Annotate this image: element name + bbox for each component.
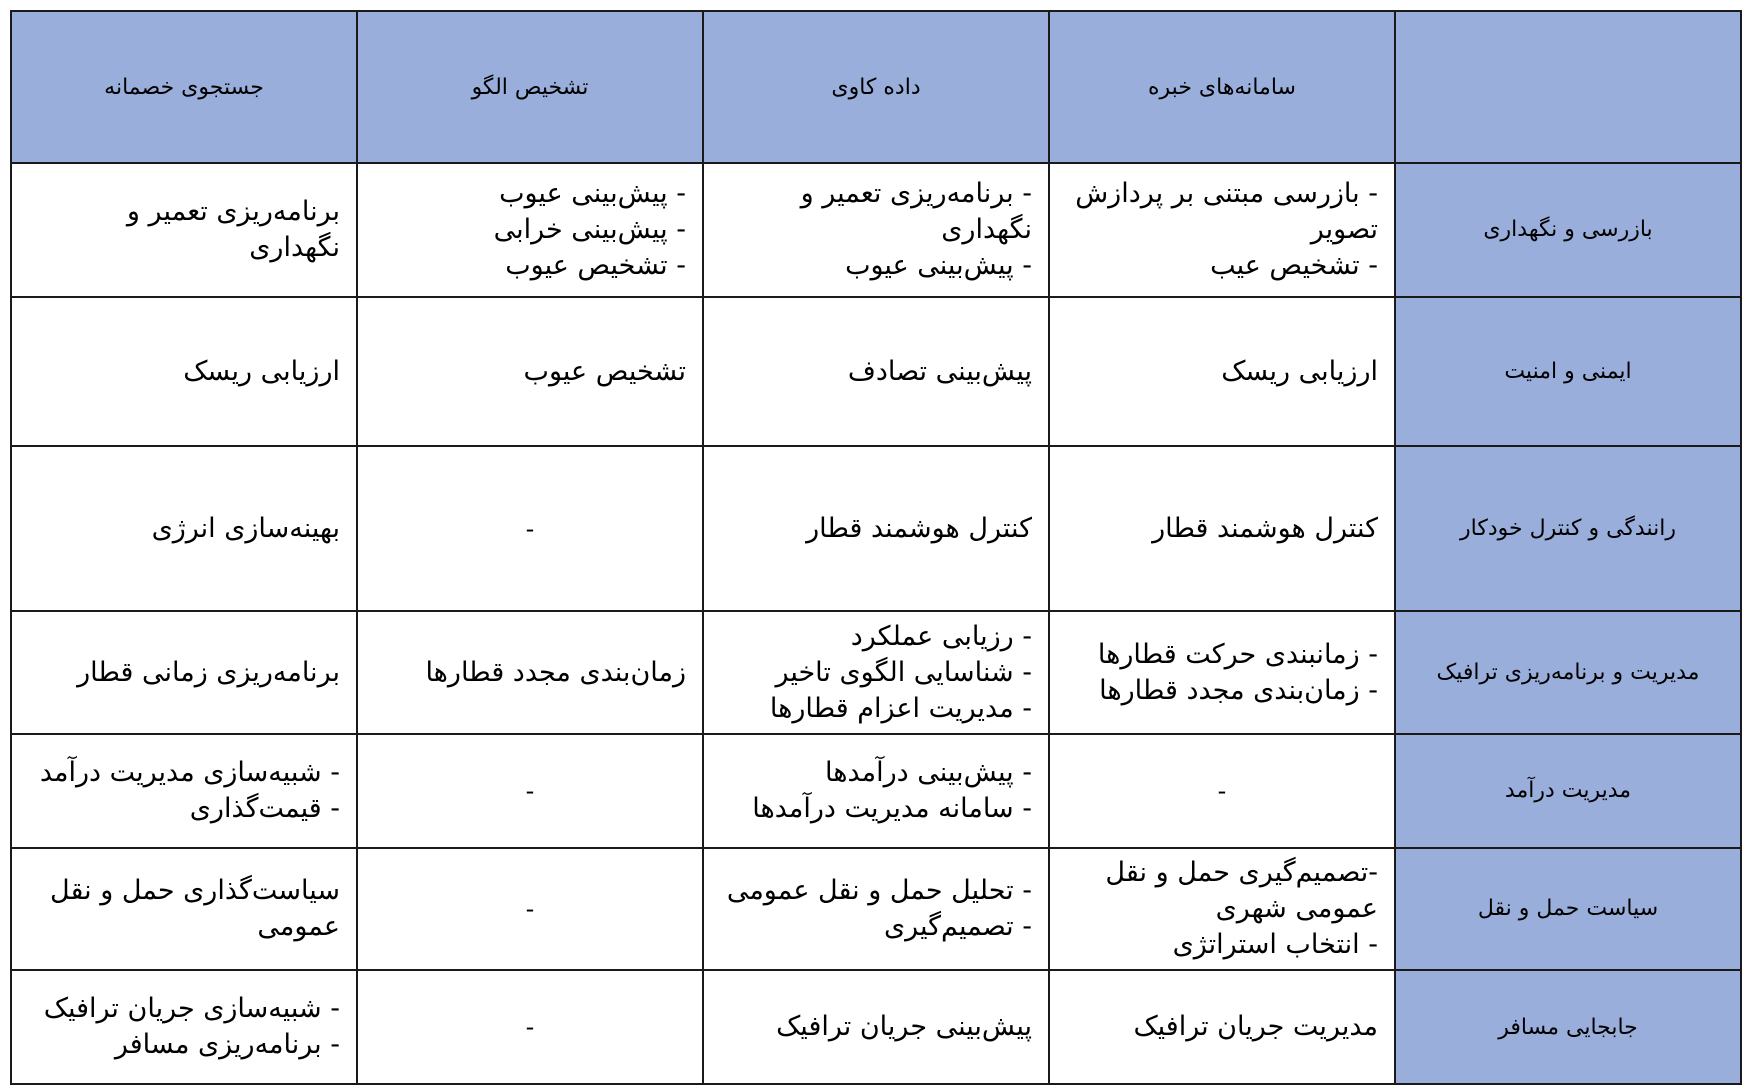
cell-adversarial-search [11,446,357,611]
cell-line: مدیریت جریان ترافیک [1133,1011,1378,1043]
table-row [11,163,1741,297]
row-header: ایمنی و امنیت [1395,297,1741,446]
cell-line: - پیش‌بینی درآمدها [825,756,1032,788]
cell-line: برنامه‌ریزی تعمیر و نگهداری [126,195,340,263]
cell-expert-systems [1049,611,1395,734]
cell-adversarial-search [11,848,357,971]
cell-line: - تصمیم‌گیری [883,910,1032,942]
row-header: مدیریت درآمد [1395,734,1741,848]
cell-adversarial-search [11,734,357,848]
cell-line: - پیش‌بینی خرابی [493,213,686,245]
cell-expert-systems [1049,297,1395,446]
header-adversarial-search: جستجوی خصمانه [11,11,357,163]
cell-line: - پیش‌بینی عیوب [499,177,686,209]
cell-line: سیاست‌گذاری حمل و نقل عمومی [50,874,340,942]
cell-line: تشخیص عیوب [523,355,686,387]
cell-line: - شناسایی الگوی تاخیر [775,656,1032,688]
cell-line: - برنامه‌ریزی تعمیر و نگهداری [800,177,1032,245]
header-data-mining: داده کاوی [703,11,1049,163]
cell-line: - رزیابی عملکرد [850,620,1032,652]
cell-line: - تحلیل حمل و نقل عمومی [726,874,1032,906]
cell-line: ارزیابی ریسک [183,355,340,387]
cell-line: - شبیه‌سازی جریان ترافیک [43,993,340,1025]
cell-line: - سامانه مدیریت درآمدها [752,792,1032,824]
empty-dash: - [1217,776,1227,805]
cell-expert-systems [1049,163,1395,297]
cell-line: پیش‌بینی جریان ترافیک [776,1011,1032,1043]
cell-data-mining [703,446,1049,611]
row-header: بازرسی و نگهداری [1395,163,1741,297]
cell-line: - شبیه‌سازی مدیریت درآمد [39,756,340,788]
cell-adversarial-search [11,297,357,446]
header-expert-systems: سامانه‌های خبره [1049,11,1395,163]
cell-data-mining [703,163,1049,297]
cell-line: برنامه‌ریزی زمانی قطار [77,656,340,688]
row-header: رانندگی و کنترل خودکار [1395,446,1741,611]
cell-line: کنترل هوشمند قطار [806,512,1032,544]
header-corner-cell [1395,11,1741,163]
cell-line: - تشخیص عیوب [505,249,686,281]
cell-expert-systems [1049,446,1395,611]
cell-expert-systems [1049,848,1395,971]
cell-line: پیش‌بینی تصادف [847,355,1032,387]
empty-dash: - [525,514,535,543]
table-row [11,734,1741,848]
header-row [11,11,1741,163]
cell-pattern-recognition [357,163,703,297]
cell-line: - زمان‌بندی مجدد قطارها [1099,674,1378,706]
cell-expert-systems [1049,734,1395,848]
cell-line: - قیمت‌گذاری [189,792,340,824]
table-row [11,611,1741,734]
cell-adversarial-search [11,163,357,297]
row-header: سیاست حمل و نقل [1395,848,1741,971]
cell-line: - انتخاب استراتژی [1172,928,1378,960]
cell-line: -تصمیم‌گیری حمل و نقل عمومی شهری [1105,856,1378,924]
table-row [11,297,1741,446]
cell-data-mining [703,970,1049,1084]
cell-line: کنترل هوشمند قطار [1152,512,1378,544]
cell-pattern-recognition [357,297,703,446]
cell-line: - برنامه‌ریزی مسافر [114,1029,340,1061]
row-header: جابجایی مسافر [1395,970,1741,1084]
cell-pattern-recognition [357,446,703,611]
cell-line: زمان‌بندی مجدد قطارها [425,656,686,688]
cell-line: - پیش‌بینی عیوب [845,249,1032,281]
cell-data-mining [703,734,1049,848]
cell-adversarial-search [11,970,357,1084]
table-row [11,446,1741,611]
ai-applications-table [10,10,1742,1085]
cell-adversarial-search [11,611,357,734]
empty-dash: - [525,894,535,923]
cell-line: - تشخیص عیب [1210,249,1378,281]
header-pattern-recognition: تشخیص الگو [357,11,703,163]
cell-line: - بازرسی مبتنی بر پردازش تصویر [1075,177,1378,245]
applications-table-container [10,10,1742,1085]
cell-data-mining [703,297,1049,446]
cell-pattern-recognition [357,848,703,971]
table-row [11,848,1741,971]
cell-line: ارزیابی ریسک [1221,355,1378,387]
empty-dash: - [525,1013,535,1042]
cell-line: - زمانبندی حرکت قطارها [1097,638,1378,670]
empty-dash: - [525,776,535,805]
cell-data-mining [703,848,1049,971]
cell-expert-systems [1049,970,1395,1084]
cell-pattern-recognition [357,611,703,734]
cell-data-mining [703,611,1049,734]
row-header: مدیریت و برنامه‌ریزی ترافیک [1395,611,1741,734]
cell-pattern-recognition [357,970,703,1084]
table-row [11,970,1741,1084]
cell-pattern-recognition [357,734,703,848]
cell-line: - مدیریت اعزام قطارها [769,692,1032,724]
cell-line: بهینه‌سازی انرژی [151,512,340,544]
